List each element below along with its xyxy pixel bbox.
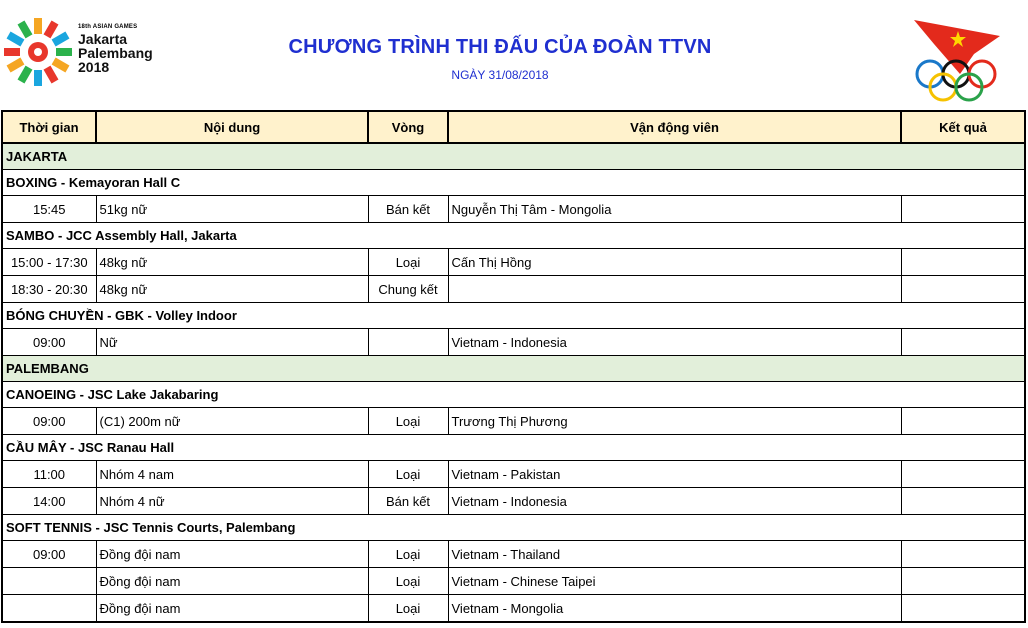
section-label: JAKARTA — [2, 143, 1025, 170]
cell-result — [901, 568, 1025, 595]
cell-event: Nhóm 4 nam — [96, 461, 368, 488]
cell-athletes: Vietnam - Indonesia — [448, 488, 901, 515]
cell-athletes: Vietnam - Thailand — [448, 541, 901, 568]
col-header-result: Kết quả — [901, 111, 1025, 143]
cell-time: 15:00 - 17:30 — [2, 249, 96, 276]
venue-row-caumay — [2, 435, 1025, 461]
venue-label: CẦU MÂY - JSC Ranau Hall — [2, 435, 1025, 461]
cell-event: Đồng đội nam — [96, 568, 368, 595]
cell-round: Loại — [368, 595, 448, 623]
logo-city-1: Jakarta — [78, 31, 128, 47]
venue-row-boxing — [2, 170, 1025, 196]
page-title: CHƯƠNG TRÌNH THI ĐẤU CỦA ĐOÀN TTVN — [288, 36, 712, 58]
venue-label: BÓNG CHUYỀN - GBK - Volley Indoor — [2, 303, 1025, 329]
logo-edition-text: 18th ASIAN GAMES — [78, 24, 138, 30]
venue-row-softtennis — [2, 515, 1025, 541]
logo-city-2: Palembang — [78, 45, 153, 61]
cell-result — [901, 329, 1025, 356]
venue-row-volleyball — [2, 303, 1025, 329]
table-row — [2, 408, 1025, 435]
cell-event: 51kg nữ — [96, 196, 368, 223]
cell-athletes: Vietnam - Indonesia — [448, 329, 901, 356]
table-row — [2, 541, 1025, 568]
cell-result — [901, 488, 1025, 515]
section-label: PALEMBANG — [2, 356, 1025, 382]
cell-time: 15:45 — [2, 196, 96, 223]
cell-time: 09:00 — [2, 408, 96, 435]
cell-event: 48kg nữ — [96, 249, 368, 276]
logo-year: 2018 — [78, 59, 110, 75]
venue-label: CANOEING - JSC Lake Jakabaring — [2, 382, 1025, 408]
venue-label: BOXING - Kemayoran Hall C — [2, 170, 1025, 196]
table-row — [2, 249, 1025, 276]
page-header — [0, 0, 1028, 110]
cell-round: Chung kết — [368, 276, 448, 303]
table-row — [2, 488, 1025, 515]
cell-athletes: Vietnam - Pakistan — [448, 461, 901, 488]
cell-time: 14:00 — [2, 488, 96, 515]
table-row — [2, 568, 1025, 595]
vietnam-olympic-flag-icon — [910, 14, 1010, 104]
col-header-round: Vòng — [368, 111, 448, 143]
col-header-time: Thời gian — [2, 111, 96, 143]
cell-round: Loại — [368, 408, 448, 435]
section-row-jakarta — [2, 143, 1025, 170]
cell-athletes: Trương Thị Phương — [448, 408, 901, 435]
cell-result — [901, 541, 1025, 568]
cell-round: Loại — [368, 568, 448, 595]
table-row — [2, 276, 1025, 303]
cell-athletes: Vietnam - Chinese Taipei — [448, 568, 901, 595]
cell-time: 09:00 — [2, 541, 96, 568]
cell-time: 11:00 — [2, 461, 96, 488]
cell-round: Loại — [368, 541, 448, 568]
cell-event: Đồng đội nam — [96, 541, 368, 568]
cell-athletes: Nguyễn Thị Tâm - Mongolia — [448, 196, 901, 223]
cell-time: 18:30 - 20:30 — [2, 276, 96, 303]
cell-event: Đồng đội nam — [96, 595, 368, 623]
schedule-table — [1, 110, 1026, 623]
table-row — [2, 329, 1025, 356]
cell-athletes: Vietnam - Mongolia — [448, 595, 901, 623]
cell-result — [901, 196, 1025, 223]
col-header-athletes: Vận động viên — [448, 111, 901, 143]
cell-round: Loại — [368, 461, 448, 488]
cell-result — [901, 249, 1025, 276]
cell-round: Loại — [368, 249, 448, 276]
cell-time: 09:00 — [2, 329, 96, 356]
cell-event: 48kg nữ — [96, 276, 368, 303]
cell-event: (C1) 200m nữ — [96, 408, 368, 435]
table-row — [2, 196, 1025, 223]
venue-label: SOFT TENNIS - JSC Tennis Courts, Palembang — [2, 515, 1025, 541]
venue-row-sambo — [2, 223, 1025, 249]
table-header-row — [2, 111, 1025, 143]
cell-round: Bán kết — [368, 488, 448, 515]
cell-round — [368, 329, 448, 356]
page-date: NGÀY 31/08/2018 — [451, 68, 549, 82]
cell-round: Bán kết — [368, 196, 448, 223]
col-header-event: Nội dung — [96, 111, 368, 143]
section-row-palembang — [2, 356, 1025, 382]
table-row — [2, 595, 1025, 623]
cell-result — [901, 461, 1025, 488]
cell-result — [901, 595, 1025, 623]
cell-time — [2, 595, 96, 623]
cell-result — [901, 276, 1025, 303]
cell-event: Nữ — [96, 329, 368, 356]
cell-time — [2, 568, 96, 595]
cell-athletes: Cấn Thị Hồng — [448, 249, 901, 276]
cell-result — [901, 408, 1025, 435]
venue-row-canoeing — [2, 382, 1025, 408]
cell-athletes — [448, 276, 901, 303]
venue-label: SAMBO - JCC Assembly Hall, Jakarta — [2, 223, 1025, 249]
table-row — [2, 461, 1025, 488]
cell-event: Nhóm 4 nữ — [96, 488, 368, 515]
